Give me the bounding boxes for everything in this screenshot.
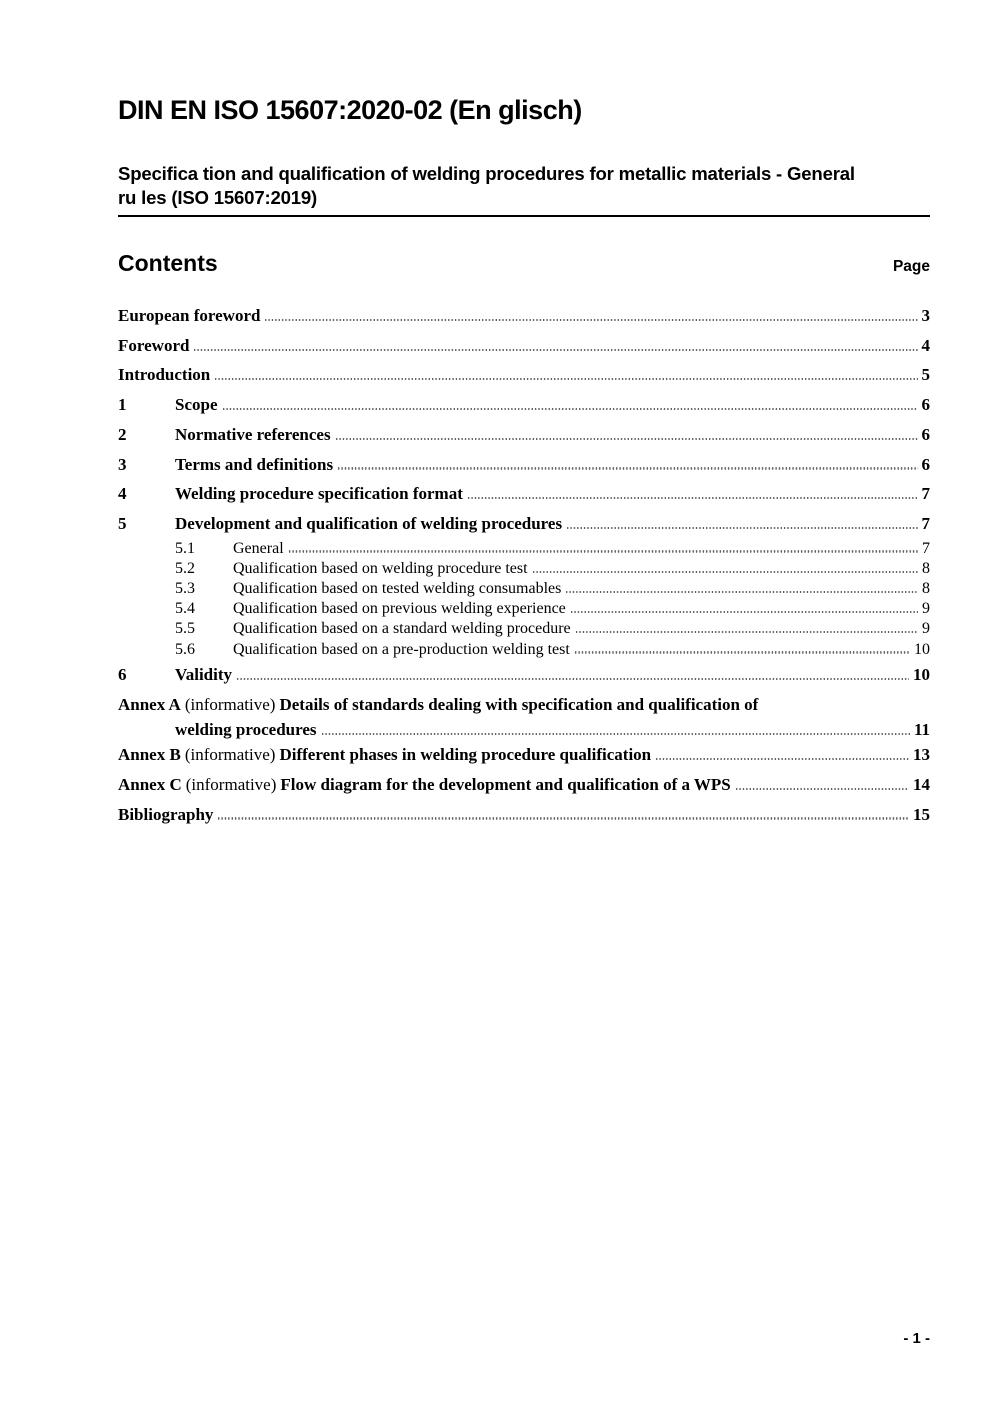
page-number-footer: - 1 - — [903, 1330, 930, 1347]
annex-title-line1: Details of standards dealing with specification and qualification of — [279, 694, 759, 714]
toc-entry-section-3 — [118, 450, 930, 480]
toc-entry-title: Welding procedure specification format — [175, 484, 463, 504]
toc-entry-title: Qualification based on a standard welding procedure — [233, 620, 571, 638]
dot-leader — [335, 438, 918, 440]
dot-leader — [288, 550, 918, 552]
annex-title-line2: welding procedures — [175, 720, 317, 740]
annex-label: Annex C — [118, 774, 182, 794]
table-of-contents — [118, 301, 930, 829]
dot-leader — [337, 467, 917, 469]
toc-entry-page: 11 — [913, 720, 930, 740]
toc-entry-bibliography — [118, 800, 930, 830]
toc-entry-page: 8 — [922, 580, 930, 598]
toc-entry-european-foreword — [118, 301, 930, 331]
dot-leader — [321, 733, 910, 735]
dot-leader — [222, 408, 918, 410]
toc-entry-number: 5.4 — [175, 600, 195, 618]
annex-label: Annex A — [118, 694, 181, 714]
toc-entry-section-6 — [118, 660, 930, 690]
toc-entry-page: 4 — [921, 335, 930, 355]
annex-qualifier: (informative) — [184, 745, 276, 765]
toc-entry-section-5-3 — [118, 579, 930, 599]
toc-entry-page: 8 — [922, 559, 930, 577]
toc-entry-title: Qualification based on welding procedure test — [233, 559, 528, 577]
toc-entry-number: 6 — [118, 664, 127, 684]
dot-leader — [236, 678, 909, 680]
toc-entry-number: 5.3 — [175, 580, 195, 598]
toc-entry-page: 7 — [921, 484, 930, 504]
toc-entry-annex-c — [118, 770, 930, 800]
toc-entry-page: 15 — [913, 804, 930, 824]
dot-leader — [570, 611, 918, 613]
toc-entry-annex-a-line1 — [118, 690, 930, 720]
toc-entry-number: 1 — [118, 395, 127, 415]
toc-entry-page: 3 — [921, 306, 930, 325]
dot-leader — [565, 591, 918, 593]
toc-entry-title: Development and qualification of welding procedures — [175, 513, 563, 533]
dot-leader — [574, 651, 910, 653]
toc-entry-page: 6 — [921, 454, 930, 474]
dot-leader — [193, 349, 917, 351]
dot-leader — [264, 319, 917, 321]
toc-entry-title: Qualification based on previous welding experience — [233, 600, 566, 618]
toc-entry-number: 2 — [118, 424, 127, 444]
toc-entry-section-5-6 — [118, 640, 930, 660]
dot-leader — [575, 631, 918, 633]
toc-entry-title: Introduction — [118, 365, 211, 385]
dot-leader — [467, 497, 918, 499]
document-subtitle — [118, 162, 930, 217]
toc-entry-title: Validity — [175, 664, 233, 684]
dot-leader — [532, 571, 918, 573]
dot-leader — [214, 378, 917, 380]
toc-entry-page: 9 — [922, 600, 930, 618]
toc-entry-title: General — [233, 539, 284, 557]
toc-entry-number: 5.1 — [175, 539, 195, 557]
toc-entry-title: Qualification based on tested welding consumables — [233, 580, 562, 598]
toc-entry-section-5 — [118, 509, 930, 539]
toc-entry-section-5-1 — [118, 539, 930, 559]
toc-entry-page: 10 — [913, 664, 930, 684]
toc-entry-page: 13 — [913, 745, 930, 765]
dot-leader — [655, 758, 909, 760]
toc-entry-title: Foreword — [118, 335, 190, 355]
toc-entry-section-5-5 — [118, 619, 930, 639]
annex-label: Annex B — [118, 745, 181, 765]
contents-heading: Contents — [118, 250, 218, 276]
document-subtitle-line2: ru les (ISO 15607:2019) — [118, 187, 318, 208]
toc-entry-section-4 — [118, 479, 930, 509]
toc-entry-number: 5 — [118, 513, 127, 533]
toc-entry-title: Normative references — [175, 424, 331, 444]
toc-entry-page: 5 — [921, 365, 930, 385]
toc-entry-section-1 — [118, 390, 930, 420]
page-column-label: Page — [892, 258, 930, 275]
toc-entry-annex-a-line2 — [118, 719, 930, 740]
toc-entry-page: 6 — [921, 424, 930, 444]
toc-entry-title: European foreword — [118, 306, 261, 325]
toc-entry-page: 14 — [913, 774, 930, 794]
document-title: DIN EN ISO 15607:2020-02 (En glisch) — [118, 95, 582, 125]
toc-entry-page: 6 — [921, 395, 930, 415]
toc-entry-title: Scope — [175, 395, 218, 415]
toc-entry-number: 3 — [118, 454, 127, 474]
toc-entry-section-5-4 — [118, 599, 930, 619]
annex-qualifier: (informative) — [184, 694, 276, 714]
document-subtitle-line1: Specifica tion and qualification of welding procedures for metallic materials - General — [118, 163, 855, 184]
toc-entry-page: 7 — [922, 539, 930, 557]
toc-entry-annex-b — [118, 740, 930, 770]
toc-entry-section-2 — [118, 420, 930, 450]
toc-entry-number: 5.2 — [175, 559, 195, 577]
toc-entry-page: 10 — [914, 640, 930, 658]
toc-entry-page: 9 — [922, 620, 930, 638]
dot-leader — [217, 817, 909, 819]
toc-entry-title: Bibliography — [118, 804, 214, 824]
toc-entry-section-5-2 — [118, 559, 930, 579]
contents-header — [118, 250, 930, 277]
dot-leader — [735, 788, 909, 790]
toc-entry-page: 7 — [921, 513, 930, 533]
dot-leader — [566, 527, 917, 529]
annex-title: Different phases in welding procedure qualification — [279, 745, 652, 765]
page-content — [118, 0, 930, 829]
toc-entry-number: 5.5 — [175, 620, 195, 638]
toc-entry-foreword — [118, 331, 930, 361]
toc-entry-introduction — [118, 360, 930, 390]
toc-entry-number: 4 — [118, 484, 127, 504]
toc-entry-title: Terms and definitions — [175, 454, 334, 474]
annex-title: Flow diagram for the development and qualification of a WPS — [280, 774, 731, 794]
toc-entry-title: Qualification based on a pre-production welding test — [233, 640, 570, 658]
toc-entry-number: 5.6 — [175, 640, 195, 658]
annex-qualifier: (informative) — [185, 774, 277, 794]
